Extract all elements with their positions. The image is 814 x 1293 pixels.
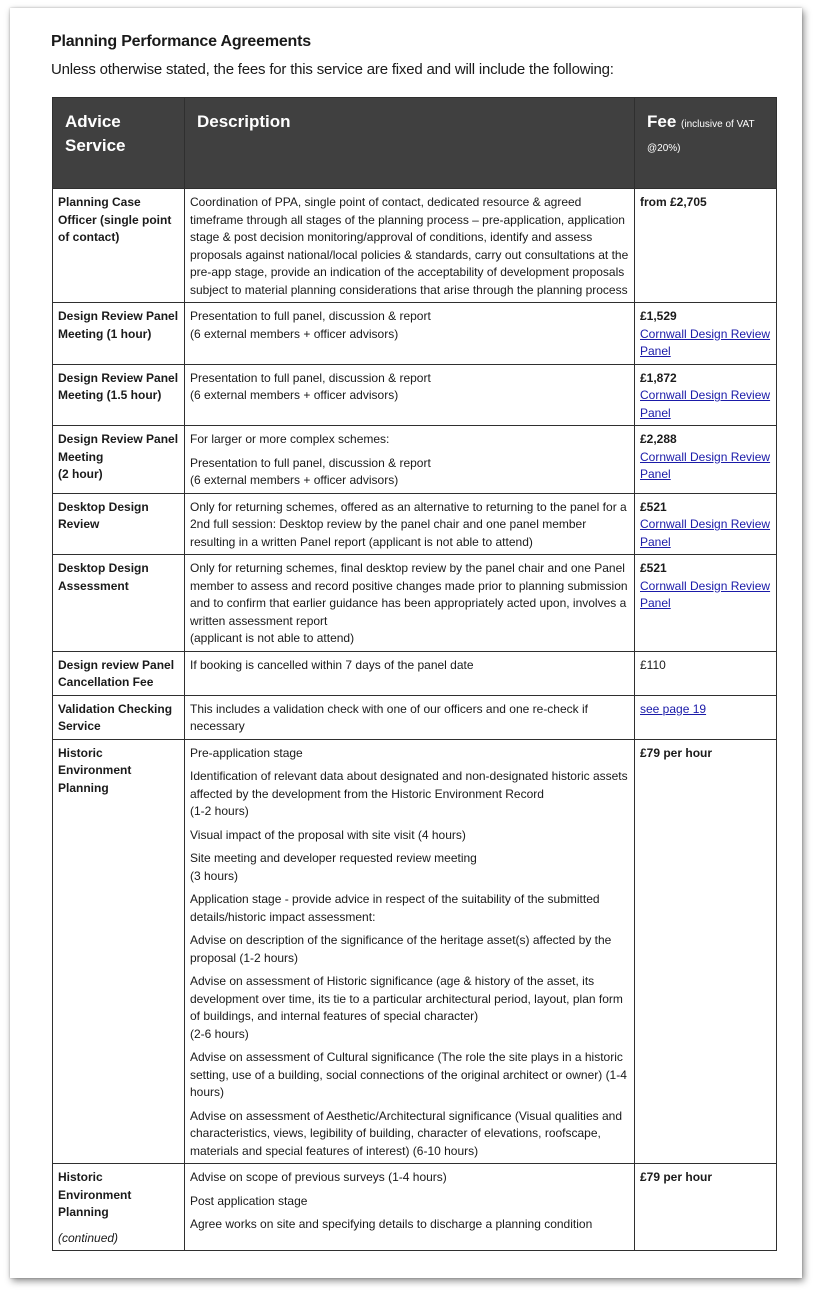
fee-link[interactable]: Cornwall Design Review Panel <box>640 449 771 481</box>
fees-table-body <box>53 189 777 1251</box>
description-cell <box>185 1164 635 1251</box>
table-row <box>53 189 777 303</box>
intro-text: Unless otherwise stated, the fees for this service are fixed and will include the following: <box>51 61 614 78</box>
description-paragraph: Advise on description of the significance of the heritage asset(s) affected by the proposal (1-2 hours) <box>190 933 612 965</box>
description-paragraph: For larger or more complex schemes: <box>190 432 390 446</box>
description-cell <box>185 189 635 303</box>
fee-cell <box>635 1164 777 1251</box>
fee-link[interactable]: Cornwall Design Review Panel <box>640 388 771 420</box>
fee-value: £79 per hour <box>640 1170 713 1184</box>
fee-cell <box>635 426 777 494</box>
fee-value: £1,872 <box>640 370 677 385</box>
table-row <box>53 493 777 555</box>
description-paragraph: Pre-application stage <box>190 745 303 760</box>
advice-service-cell <box>53 364 185 426</box>
description-cell <box>185 303 635 365</box>
fee-value: £79 per hour <box>640 745 713 760</box>
fee-link[interactable]: Cornwall Design Review Panel <box>640 517 771 549</box>
description-cell <box>185 695 635 739</box>
description-cell <box>185 493 635 555</box>
advice-service-name: Historic Environment Planning <box>58 1170 132 1219</box>
description-paragraph: This includes a validation check with one of our officers and one re-check if necessary <box>190 701 588 733</box>
description-paragraph: Presentation to full panel, discussion & report (6 external members + officer advisors) <box>190 455 431 487</box>
advice-service-name: Validation Checking Service <box>58 701 173 733</box>
fee-cell <box>635 651 777 695</box>
fee-link[interactable]: Cornwall Design Review Panel <box>640 326 771 358</box>
description-cell <box>185 555 635 652</box>
table-row <box>53 303 777 365</box>
fee-cell <box>635 739 777 1164</box>
table-row <box>53 364 777 426</box>
fee-value: £521 <box>640 561 667 575</box>
table-row <box>53 651 777 695</box>
table-row <box>53 426 777 494</box>
table-row <box>53 1164 777 1251</box>
fee-link[interactable]: Cornwall Design Review Panel <box>640 578 771 610</box>
description-cell <box>185 364 635 426</box>
advice-service-name: Design Review Panel Meeting (2 hour) <box>58 432 179 481</box>
description-paragraph: Site meeting and developer requested review meeting (3 hours) <box>190 851 477 883</box>
advice-service-name: Historic Environment Planning <box>58 745 132 795</box>
description-paragraph: Coordination of PPA, single point of contact, dedicated resource & agreed timeframe through all stages of the planning process – pre-application, application stage & post decision monitoring/approval of conditions, identify and assess proposals against national/local policies & standards, carry out consultations at the pre-app stage, provide an indication of the acceptability of development proposals subject to material planning considerations that arise through the planning process <box>190 195 629 297</box>
fees-table <box>52 97 777 1251</box>
advice-service-cell <box>53 695 185 739</box>
description-paragraph: Presentation to full panel, discussion & report (6 external members + officer advisors) <box>190 309 431 341</box>
header-fee-label: Fee <box>647 112 677 131</box>
advice-service-name: Desktop Design Review <box>58 499 149 531</box>
description-paragraph: Presentation to full panel, discussion & report (6 external members + officer advisors) <box>190 370 431 402</box>
description-paragraph: Advise on scope of previous surveys (1-4 hours) <box>190 1170 447 1184</box>
fee-cell <box>635 695 777 739</box>
fee-cell <box>635 555 777 652</box>
advice-service-name: Planning Case Officer (single point of contact) <box>58 195 172 244</box>
table-row <box>53 695 777 739</box>
description-paragraph: Post application stage <box>190 1193 308 1208</box>
advice-service-cell <box>53 493 185 555</box>
header-advice-service <box>53 98 185 189</box>
description-paragraph: Identification of relevant data about designated and non-designated historic assets affected by the development from the Historic Environment Record (1-2 hours) <box>190 769 628 818</box>
advice-service-cell <box>53 189 185 303</box>
header-fee <box>635 98 777 189</box>
description-paragraph: Application stage - provide advice in respect of the suitability of the submitted details/historic impact assessment: <box>190 892 600 924</box>
description-paragraph: Advise on assessment of Cultural significance (The role the site plays in a historic setting, use of a building, social connections of the original architect or owner) (1-4 hours) <box>190 1050 627 1099</box>
advice-service-cell <box>53 303 185 365</box>
header-fee-note: (inclusive of VAT @20%) <box>647 119 755 154</box>
description-paragraph: Agree works on site and specifying details to discharge a planning condition <box>190 1217 593 1231</box>
description-paragraph: Only for returning schemes, final desktop review by the panel chair and one Panel member to assess and record positive changes made prior to planning submission and to confirm that earlier guidance has been appropriately acted upon, involves a written assessment report (applicant is not able to attend) <box>190 561 628 645</box>
fee-value: from £2,705 <box>640 195 707 209</box>
advice-service-cell <box>53 651 185 695</box>
advice-service-cell <box>53 426 185 494</box>
description-paragraph: Visual impact of the proposal with site visit (4 hours) <box>190 827 466 842</box>
description-paragraph: Only for returning schemes, offered as an alternative to returning to the panel for a 2nd full session: Desktop review by the panel chair and one panel member resulting in a written Panel report (applicant is not able to attend) <box>190 499 627 549</box>
description-cell <box>185 651 635 695</box>
fee-cell <box>635 364 777 426</box>
advice-service-note: (continued) <box>58 1230 119 1245</box>
description-paragraph: Advise on assessment of Historic significance (age & history of the asset, its development over time, its tie to a particular architectural period, layout, plan form of buildings, and internal features of special character) (2-6 hours) <box>190 974 623 1041</box>
fee-value: £110 <box>640 657 666 672</box>
advice-service-cell <box>53 1164 185 1251</box>
table-row <box>53 739 777 1164</box>
fee-value: £521 <box>640 499 667 514</box>
advice-service-name: Desktop Design Assessment <box>58 561 149 593</box>
fee-cell <box>635 189 777 303</box>
fee-link[interactable]: see page 19 <box>640 701 707 716</box>
header-service-line2: Service <box>65 136 126 155</box>
fee-cell <box>635 303 777 365</box>
advice-service-cell <box>53 739 185 1164</box>
description-cell <box>185 739 635 1164</box>
description-paragraph: Advise on assessment of Aesthetic/Architectural significance (Visual qualities and characteristics, views, legibility of building, character of elevations, roofscape, materials and special features of interest) (6-10 hours) <box>190 1108 623 1158</box>
header-service-line1: Advice <box>65 112 121 131</box>
table-header-row <box>53 98 777 189</box>
description-cell <box>185 426 635 494</box>
advice-service-name: Design Review Panel Meeting (1 hour) <box>58 309 179 341</box>
header-description: Description <box>185 98 635 189</box>
page-heading: Planning Performance Agreements <box>51 33 311 50</box>
document-page <box>10 8 802 1278</box>
description-paragraph: If booking is cancelled within 7 days of the panel date <box>190 657 474 672</box>
table-row <box>53 555 777 652</box>
advice-service-cell <box>53 555 185 652</box>
advice-service-name: Design review Panel Cancellation Fee <box>58 657 175 689</box>
advice-service-name: Design Review Panel Meeting (1.5 hour) <box>58 370 179 402</box>
fee-cell <box>635 493 777 555</box>
fee-value: £2,288 <box>640 432 677 446</box>
fee-value: £1,529 <box>640 309 677 323</box>
